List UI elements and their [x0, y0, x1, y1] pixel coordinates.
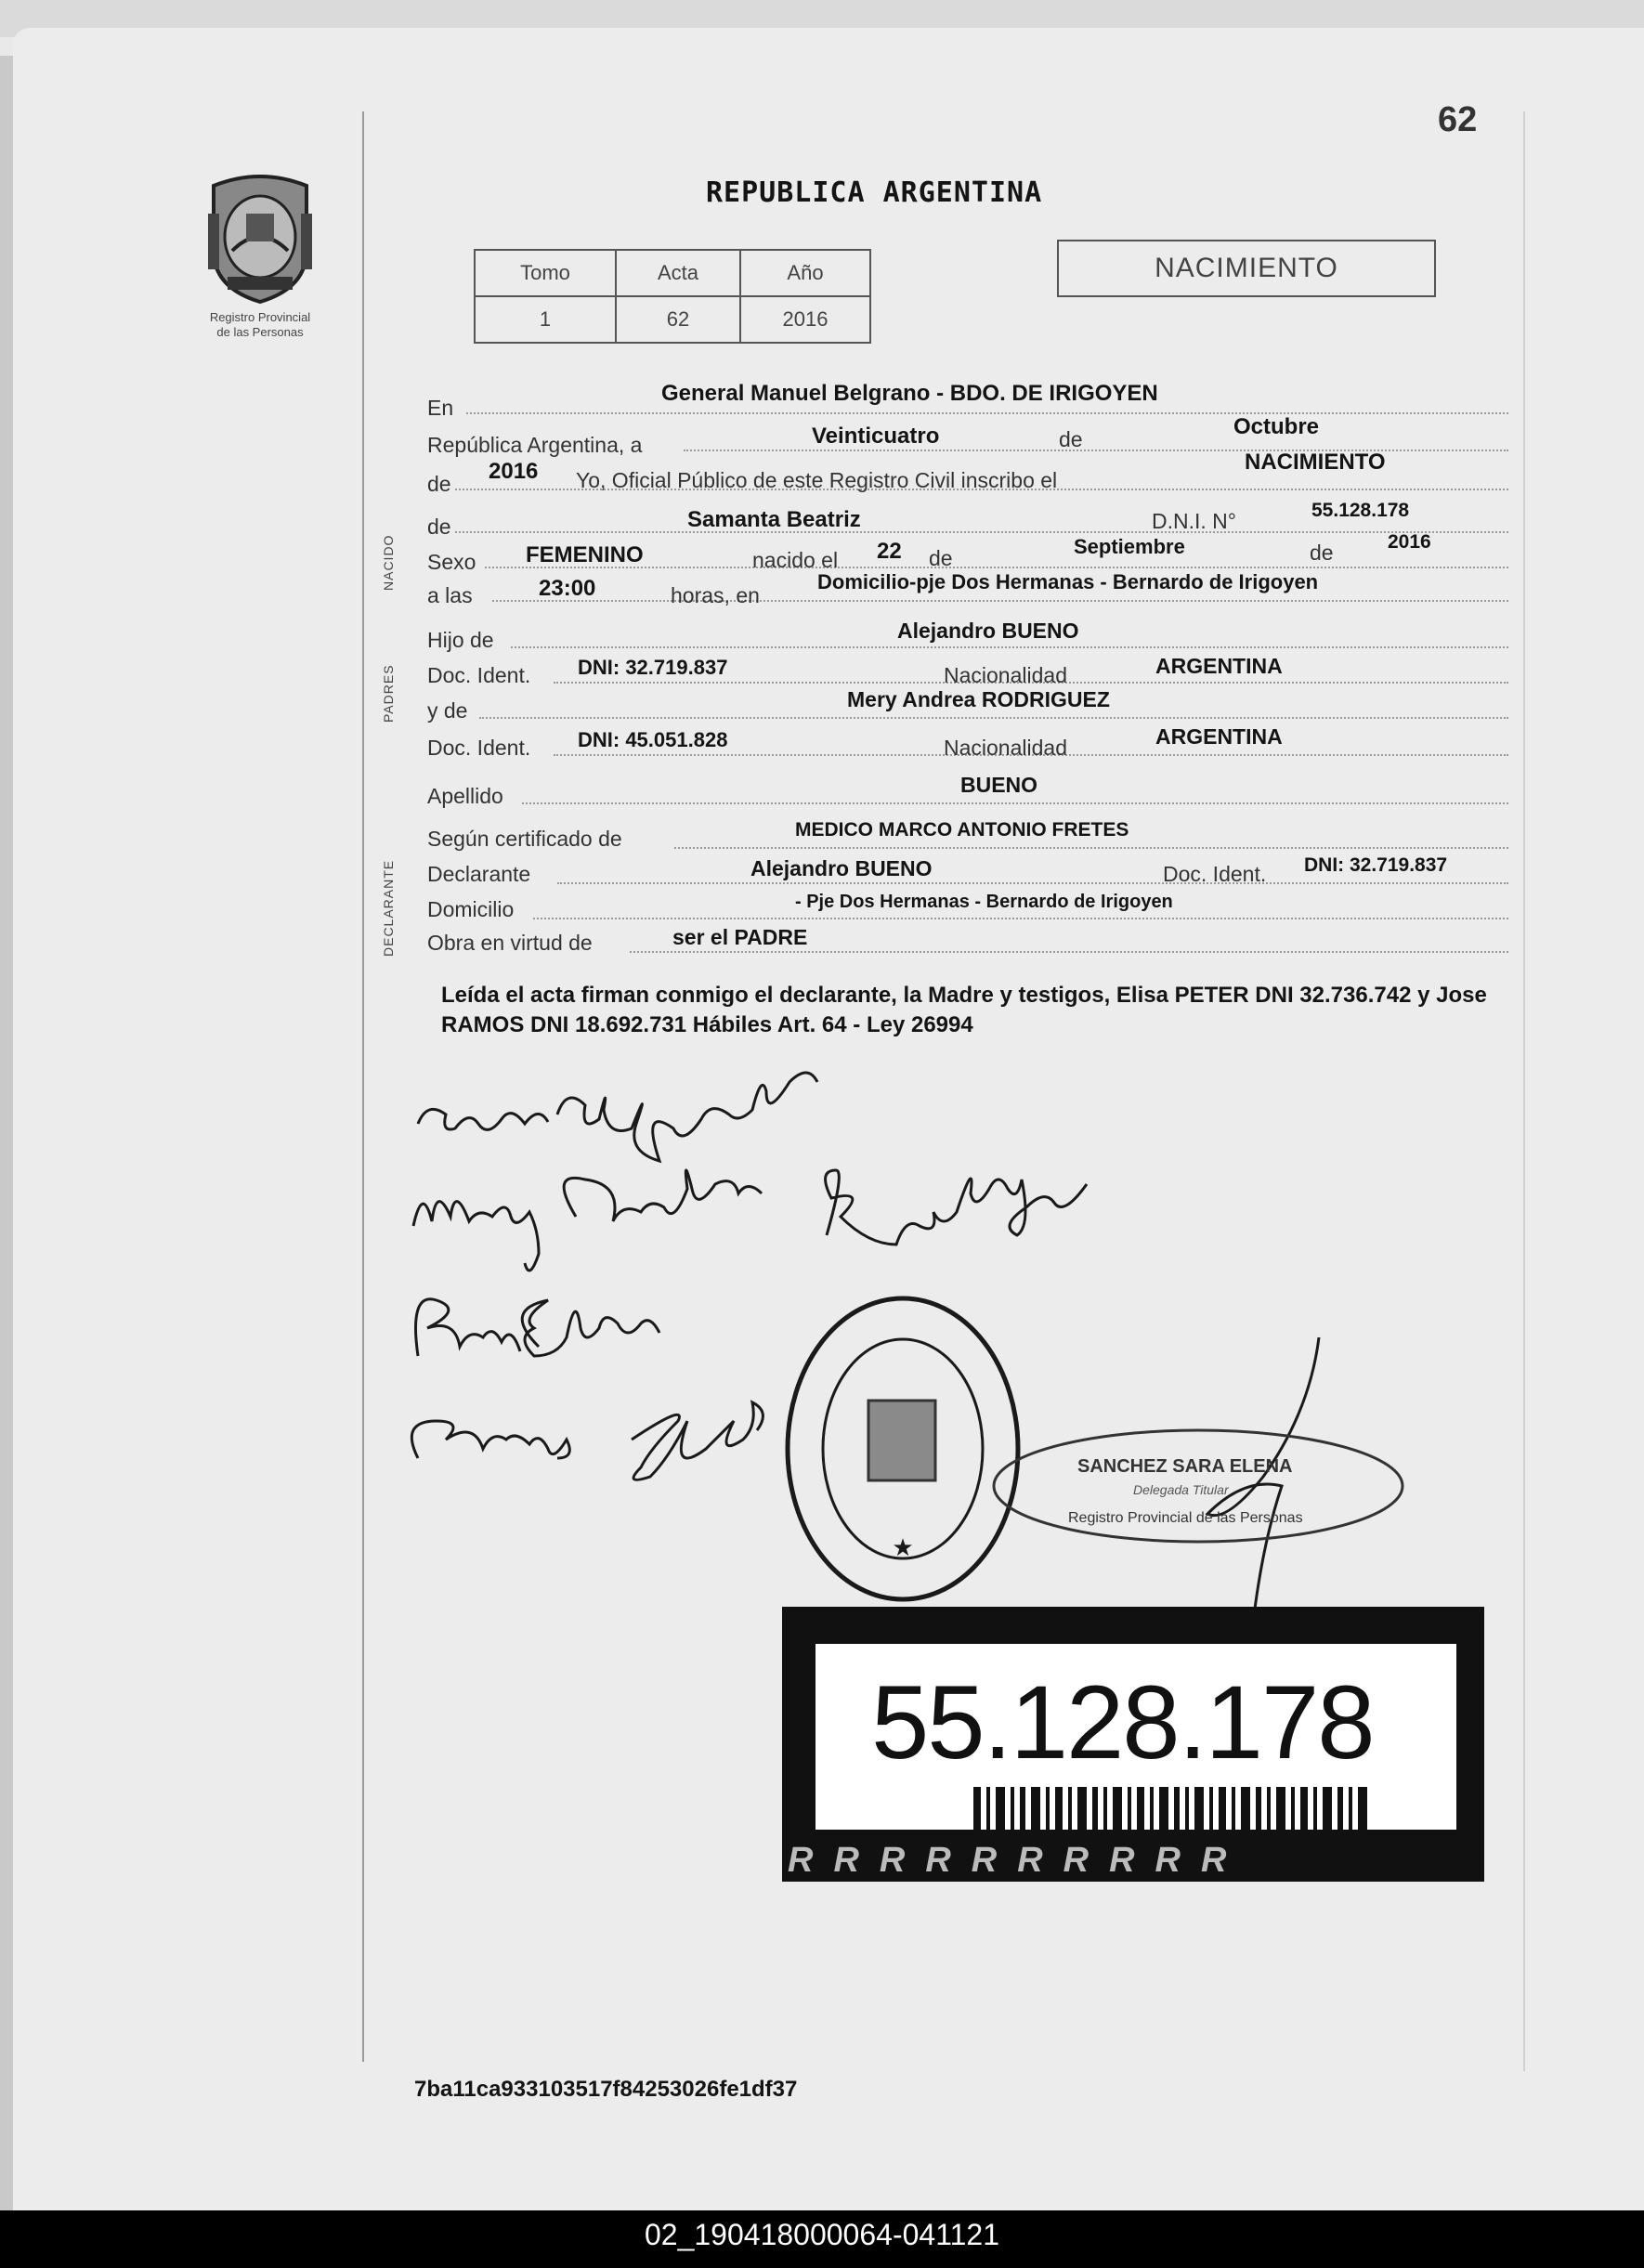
sticker-pattern: RRRRRRRRRR	[788, 1841, 1247, 1880]
value-dia-letras: Veinticuatro	[812, 424, 940, 449]
dni-sticker-inner	[815, 1644, 1456, 1830]
signature-ramos-jose	[411, 1402, 763, 1479]
value-declarante: Alejandro BUENO	[750, 856, 933, 880]
value-nombre: Samanta Beatriz	[687, 507, 861, 532]
tomo-header: Tomo	[475, 250, 616, 296]
label-doc-ident: Doc. Ident.	[427, 663, 531, 687]
label-dni: D.N.I. N°	[1152, 509, 1236, 533]
value-declarante-doc: DNI: 32.719.837	[1304, 854, 1448, 876]
label-segun-certificado: Según certificado de	[427, 827, 622, 851]
signature-mery-andrea-rodriguez	[413, 1170, 1087, 1271]
value-dni: 55.128.178	[1311, 500, 1410, 521]
value-padre: Alejandro BUENO	[897, 619, 1079, 643]
label-horas-en: horas, en	[671, 583, 760, 607]
value-vinculo: ser el PADRE	[672, 925, 808, 949]
value-apellido: BUENO	[960, 773, 1038, 797]
barcode-icon	[973, 1787, 1373, 1830]
acta-header: Acta	[616, 250, 740, 296]
label-y-de: y de	[427, 698, 468, 723]
value-padre-nac: ARGENTINA	[1155, 654, 1283, 678]
label-nacionalidad: Nacionalidad	[944, 663, 1067, 687]
value-madre-nac: ARGENTINA	[1155, 724, 1283, 749]
value-padre-doc: DNI: 32.719.837	[578, 656, 728, 679]
section-nacido: NACIDO	[381, 534, 396, 591]
svg-text:★: ★	[892, 1533, 914, 1561]
tomo-value: 1	[475, 296, 616, 343]
label-en: En	[427, 396, 454, 420]
value-mes: Octubre	[1233, 414, 1320, 439]
value-anio-nac: 2016	[1388, 531, 1431, 553]
value-anio: 2016	[489, 459, 539, 484]
label-domicilio: Domicilio	[427, 897, 515, 921]
value-madre-doc: DNI: 45.051.828	[578, 728, 728, 751]
dni-sticker	[782, 1607, 1484, 1882]
section-declarante: DECLARANTE	[381, 859, 396, 957]
anio-header: Año	[740, 250, 870, 296]
value-lugar-nac: Domicilio-pje Dos Hermanas - Bernardo de Irigoyen	[817, 570, 1319, 593]
label-de4: de	[1310, 541, 1334, 565]
stamp-role: Delegada Titular	[1133, 1482, 1229, 1497]
label-republica: República Argentina, a	[427, 433, 643, 457]
signature-peter-elisa	[416, 1299, 660, 1356]
section-padres: PADRES	[381, 664, 396, 723]
dni-sticker-number: 55.128.178	[871, 1664, 1374, 1780]
value-lugar: General Manuel Belgrano - BDO. DE IRIGOYEN	[661, 381, 1158, 406]
value-hora: 23:00	[539, 576, 596, 601]
label-de3: de	[929, 546, 953, 570]
value-dia-nac: 22	[877, 539, 902, 564]
document-hash: 7ba11ca933103517f84253026fe1df37	[414, 2077, 798, 2102]
acta-value: 62	[616, 296, 740, 343]
label-yo-oficial: Yo, Oficial Público de este Registro Civil inscribo el	[576, 468, 1058, 492]
stamp-org: Registro Provincial de las Personas	[1068, 1510, 1303, 1526]
label-obra-virtud: Obra en virtud de	[427, 931, 593, 955]
label-apellido: Apellido	[427, 784, 503, 808]
label-declarante: Declarante	[427, 862, 531, 886]
label-de-nacido: de	[427, 515, 451, 539]
document-title: REPUBLICA ARGENTINA	[706, 176, 1043, 209]
label-nacido-el: nacido el	[752, 548, 839, 572]
signature-bueno-alejandro	[418, 1073, 817, 1161]
footer-file-id: 02_190418000064-041121	[644, 2218, 999, 2251]
certificate-type-box: NACIMIENTO	[1057, 240, 1436, 297]
value-acto: NACIMIENTO	[1245, 450, 1386, 475]
label-de: de	[1059, 427, 1083, 451]
label-a-las: a las	[427, 583, 473, 607]
label-nacionalidad-madre: Nacionalidad	[944, 736, 1067, 760]
official-seal-icon	[788, 1298, 1018, 1599]
label-de2: de	[427, 472, 451, 496]
registry-label-line2: de las Personas	[216, 325, 304, 339]
page-number: 62	[1438, 100, 1478, 139]
registry-label-line1: Registro Provincial	[209, 310, 311, 324]
value-mes-nac: Septiembre	[1074, 535, 1185, 558]
value-certificado: MEDICO MARCO ANTONIO FRETES	[795, 819, 1129, 841]
label-sexo: Sexo	[427, 550, 476, 574]
closing-statement: Leída el acta firman conmigo el declarante, la Madre y testigos, Elisa PETER DNI 32.736.742 y Jose RAMOS DNI 18.692.731 Hábiles Art. 64 - Ley 26994	[441, 983, 1487, 1037]
label-doc-ident-declarante: Doc. Ident.	[1163, 862, 1267, 886]
stamp-name: SANCHEZ SARA ELENA	[1077, 1456, 1293, 1477]
value-domicilio: - Pje Dos Hermanas - Bernardo de Irigoyen	[795, 892, 1173, 912]
value-madre: Mery Andrea RODRIGUEZ	[847, 687, 1110, 711]
anio-value: 2016	[740, 296, 870, 343]
value-sexo: FEMENINO	[526, 542, 644, 567]
label-hijo-de: Hijo de	[427, 628, 494, 652]
label-doc-ident-madre: Doc. Ident.	[427, 736, 531, 760]
